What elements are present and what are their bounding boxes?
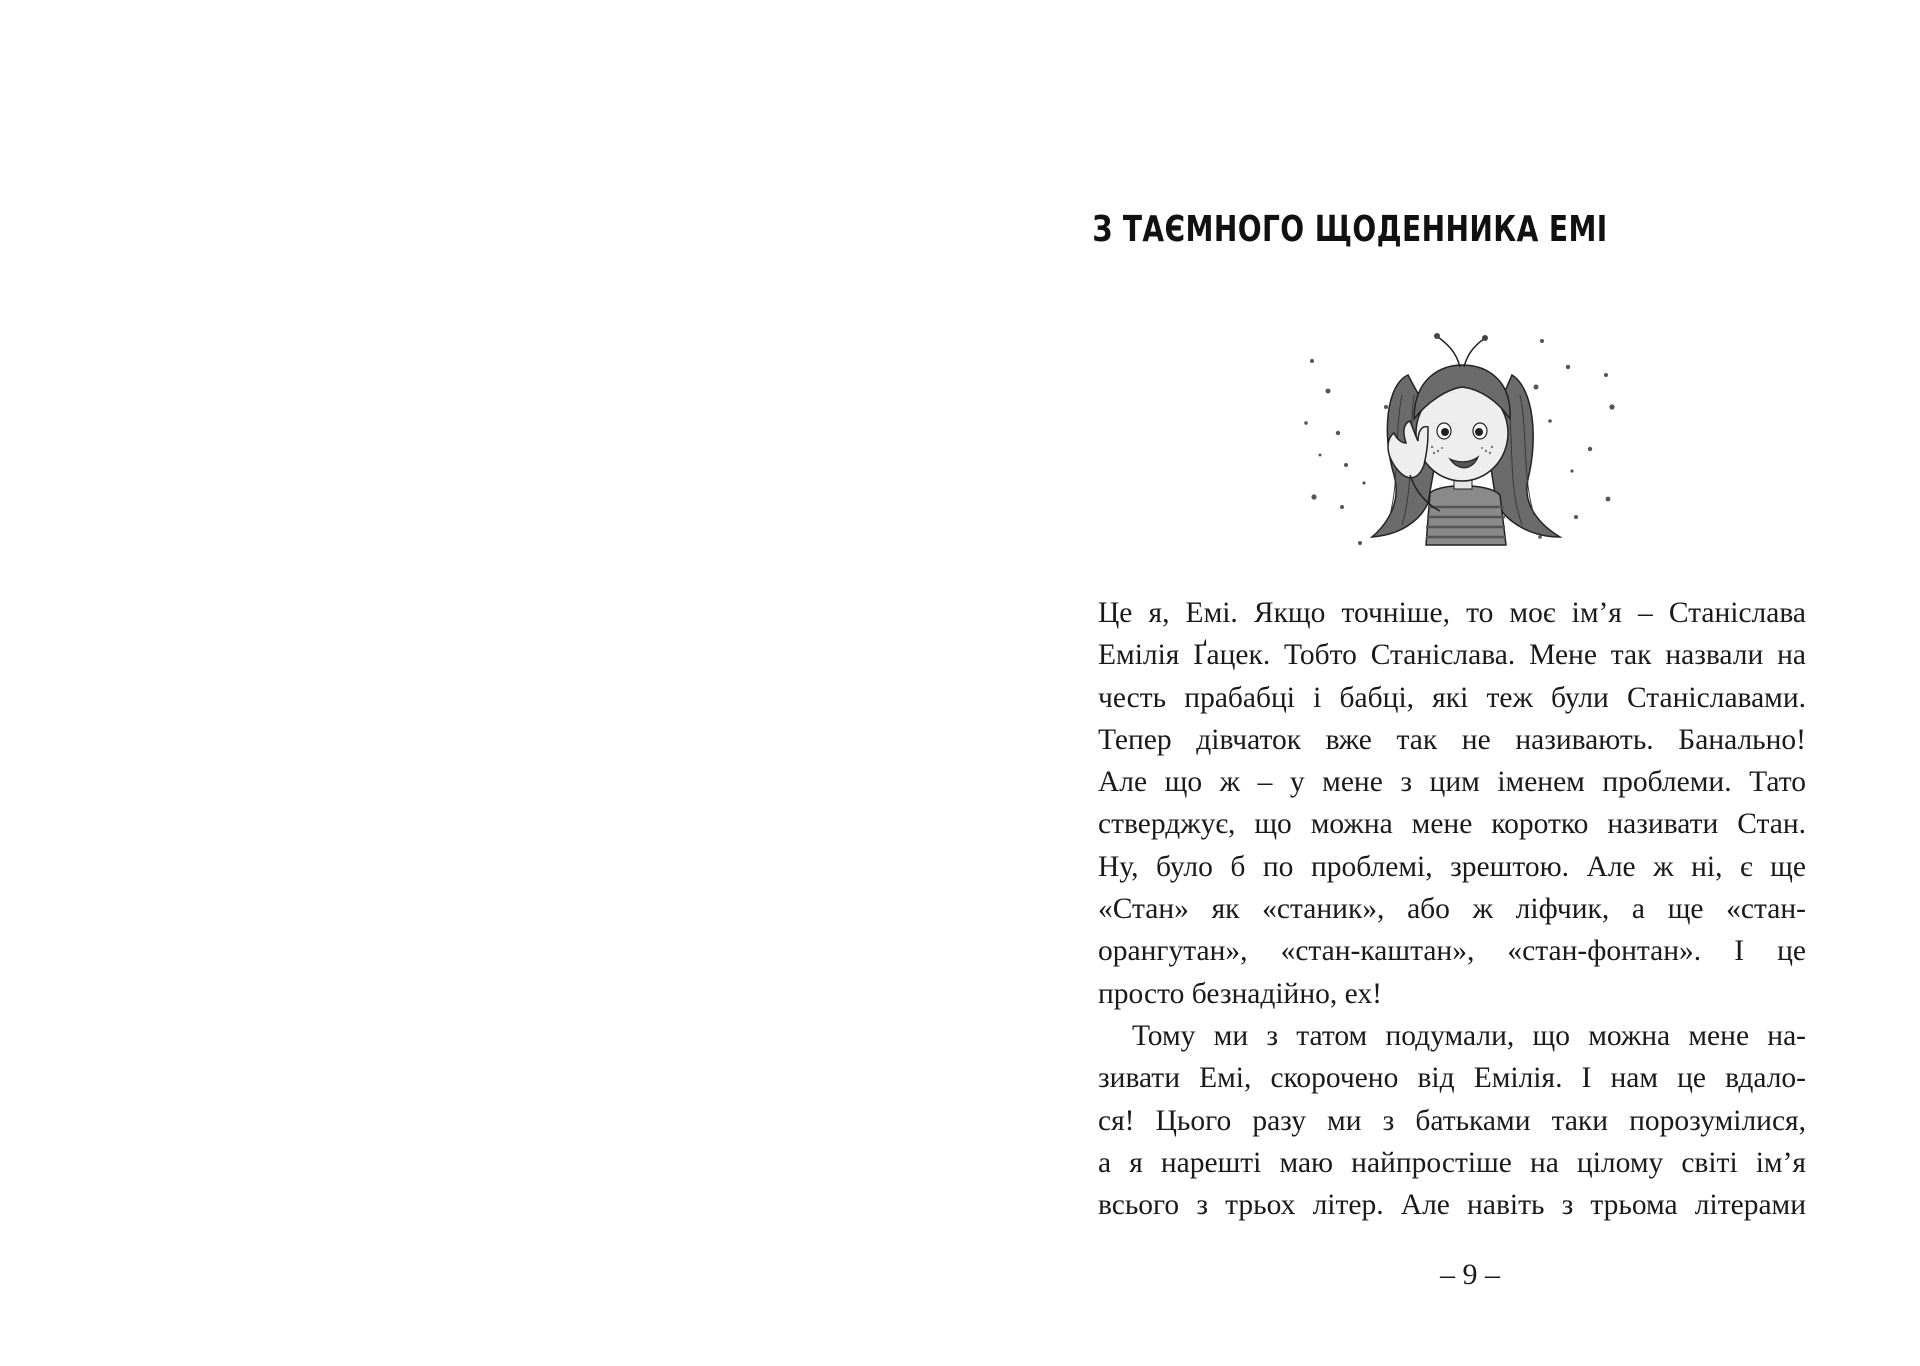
text-line: Але що ж – у мене з цим іменем проблеми. Тато <box>1098 766 1806 799</box>
girl-waving-illustration <box>1290 315 1630 560</box>
text-line: а я нарешті маю найпростіше на цілому світі ім’я <box>1098 1146 1806 1179</box>
paragraph-2 <box>1098 1015 1806 1226</box>
text-line: зивати Емі, скорочено від Емілія. І нам це вдало- <box>1098 1062 1806 1095</box>
text-line: стверджує, що можна мене коротко називати Стан. <box>1098 808 1806 841</box>
text-line: Ну, було б по проблемі, зрештою. Але ж ні, є ще <box>1098 850 1806 883</box>
text-line: просто безнадійно, ех! <box>1098 977 1382 1010</box>
text-line: орангутан», «стан-каштан», «стан-фонтан». І це <box>1098 935 1806 968</box>
text-line: честь прабабці і бабці, які теж були Станіславами. <box>1098 681 1806 714</box>
chapter-title: З ТАЄМНОГО ЩОДЕННИКА ЕМІ <box>1092 209 1608 250</box>
text-line: Тому ми з татом подумали, що можна мене на- <box>1132 1019 1806 1052</box>
text-line: всього з трьох літер. Але навіть з трьома літерами <box>1098 1189 1806 1222</box>
text-line: Це я, Емі. Якщо точніше, то моє ім’я – Станіслава <box>1098 597 1806 629</box>
text-line: ся! Цього разу ми з батьками таки порозумілися, <box>1098 1104 1806 1137</box>
page-number: – 9 – <box>1440 1258 1500 1291</box>
body-text <box>1098 592 1806 1226</box>
text-line: Тепер дівчаток вже так не називають. Банально! <box>1098 723 1806 756</box>
text-line: Емілія Ґацек. Тобто Станіслава. Мене так назвали на <box>1098 639 1806 672</box>
paragraph-1 <box>1098 592 1806 1015</box>
text-line: «Стан» як «станик», або ж ліфчик, а ще «стан- <box>1098 893 1806 926</box>
